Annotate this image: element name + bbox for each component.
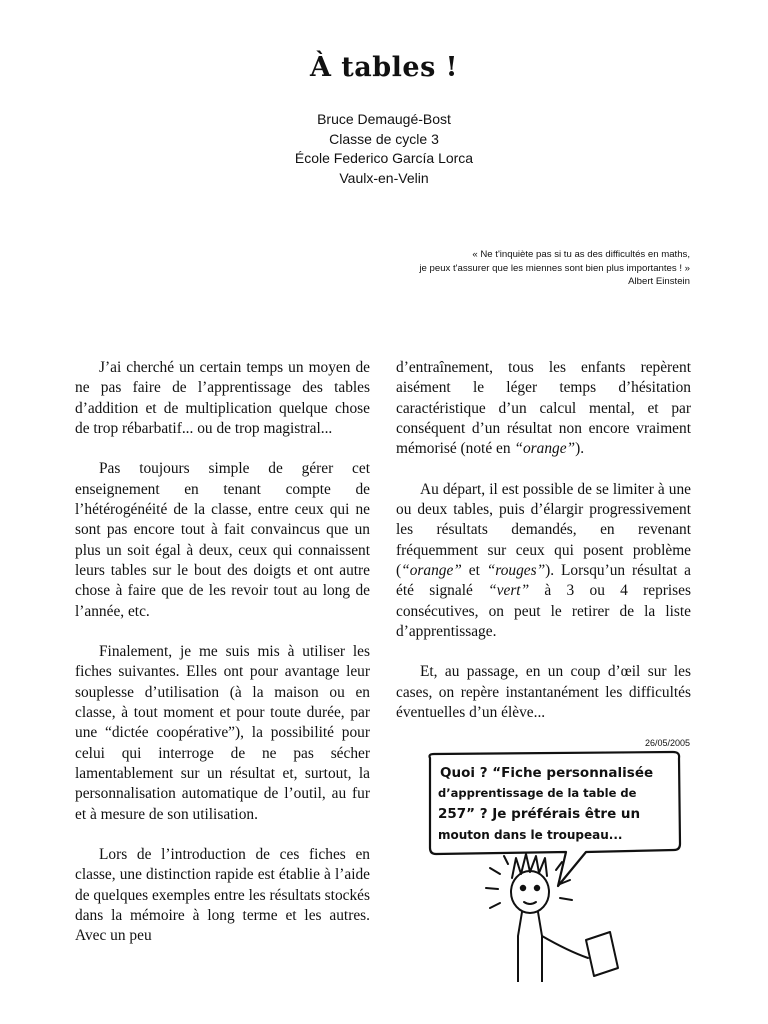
color-term-orange: “orange” [401,561,462,579]
bubble-line-3: 257” ? Je préférais être un [438,806,641,822]
child-character [486,854,618,982]
paragraph [396,480,691,642]
paragraph: Pas toujours simple de gérer cet enseignement en tenant compte de l’hétérogénéité de la classe, entre ceux qui ne sont pas encore tout à fait convaincus que un plus un soit égal à deux, ceux qui connaissent leurs tables sur le bout des doigts et ont autre chose à faire que de les revoir tout au long de l’année, etc. [75,460,370,620]
paragraph: Finalement, je me suis mis à utiliser les fiches suivantes. Elles ont pour avantage leur souplesse d’utilisation (à la maison ou en classe, à tout moment et pour toute durée, par une “dictée coopérative”), la possibilité pour celui qui interroge de ne pas sécher lamentablement sur un résultat et, surtout, la personnalisation automatique de l’outil, au fur et à mesure de son utilisation. [75,643,370,823]
epigraph-quote [419,248,690,289]
quote-line-2: je peux t'assurer que les miennes sont bien plus importantes ! » [419,262,690,274]
author-block [0,110,768,188]
paragraph: Lors de l’introduction de ces fiches en classe, une distinction rapide est établie à l’aide de quelques exemples entre les résultats stockés dans la mémoire à long terme et les autres. Avec un peu [75,846,370,945]
author-city: Vaulx-en-Velin [339,169,429,186]
text-run: ). [575,440,585,458]
paragraph: J’ai cherché un certain temps un moyen de ne pas faire de l’apprentissage des tables d’addition et de multiplication quelque chose de trop rébarbatif... ou de trop magistral... [75,359,370,437]
quote-attribution: Albert Einstein [628,276,690,287]
paragraph: Et, au passage, en un coup d’œil sur les cases, on repère instantanément les difficultés éventuelles d’un élève... [396,663,691,722]
text-run: Au départ, il est possible de se limiter à une ou deux tables, puis d’élargir progressivement les résultats demandés, en revenant fréquemment sur ceux qui posent problème ( [396,480,691,579]
document-title: À tables ! [309,52,459,83]
left-column [75,358,370,947]
bubble-line-4: mouton dans le troupeau... [438,828,623,842]
quote-line-1: « Ne t'inquiète pas si tu as des difficultés en maths, [472,249,690,260]
date-stamp: 26/05/2005 [644,738,690,748]
author-school: École Federico García Lorca [294,150,474,166]
color-term-orange: “orange” [514,440,576,458]
bubble-line-1: Quoi ? “Fiche personnalisée [440,765,654,781]
text-run: à 3 ou 4 reprises consécutives, on peut le retirer de la liste d’apprentissage. [396,582,691,640]
text-run: et [461,561,487,579]
author-name: Bruce Demaugé-Bost [317,111,451,127]
text-run: d’entraînement, tous les enfants repèrent aisément le léger temps d’hésitation caractéristique d’un calcul mental, et par conséquent d’un résultat non encore vraiment mémorisé (noté en [396,359,691,458]
color-term-rouges: “rouges” [486,561,546,579]
paragraph [396,358,691,459]
text-run: ). Lorsqu’un résultat a été signalé [396,561,691,600]
author-class: Classe de cycle 3 [329,130,439,147]
cartoon-illustration [418,746,688,982]
right-column [396,358,691,723]
color-term-vert: “vert” [488,582,530,600]
bubble-line-2: d’apprentissage de la table de [438,786,637,800]
